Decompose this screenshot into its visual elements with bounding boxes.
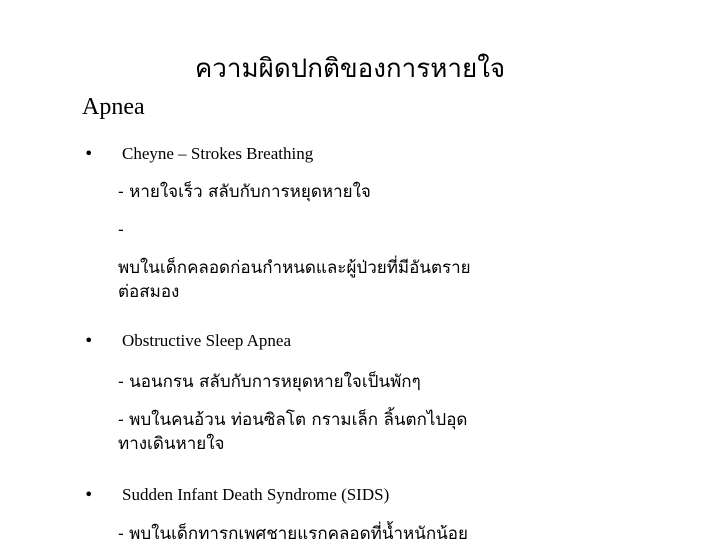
section-line: - นอนกรน สลับกับการหยุดหายใจเป็นพักๆ [118,372,421,392]
section-line: - [118,220,124,240]
section-heading: Sudden Infant Death Syndrome (SIDS) [122,485,390,504]
slide-title: ความผิดปกติของการหายใจ [194,54,506,84]
section-line: - พบในคนอ้วน ท่อนซิลโต กรามเล็ก ลิ้นตกไปอุดทางเดินหายใจ [118,410,468,454]
slide-subtitle: Apnea [82,94,145,120]
section-heading: Cheyne – Strokes Breathing [122,144,314,163]
section-line: พบในเด็กคลอดก่อนกำหนดและผู้ป่วยที่มีอันตรายต่อสมอง [118,258,471,302]
section-heading: Obstructive Sleep Apnea [122,331,292,350]
section-line: - หายใจเร็ว สลับกับการหยุดหายใจ [118,182,371,202]
bullet-marker: • [84,485,94,504]
bullet-marker: • [84,144,94,163]
section-line: - พบในเด็กทารกเพศชายแรกคลอดที่น้ำหนักน้อย [118,524,468,540]
bullet-marker: • [84,331,94,350]
